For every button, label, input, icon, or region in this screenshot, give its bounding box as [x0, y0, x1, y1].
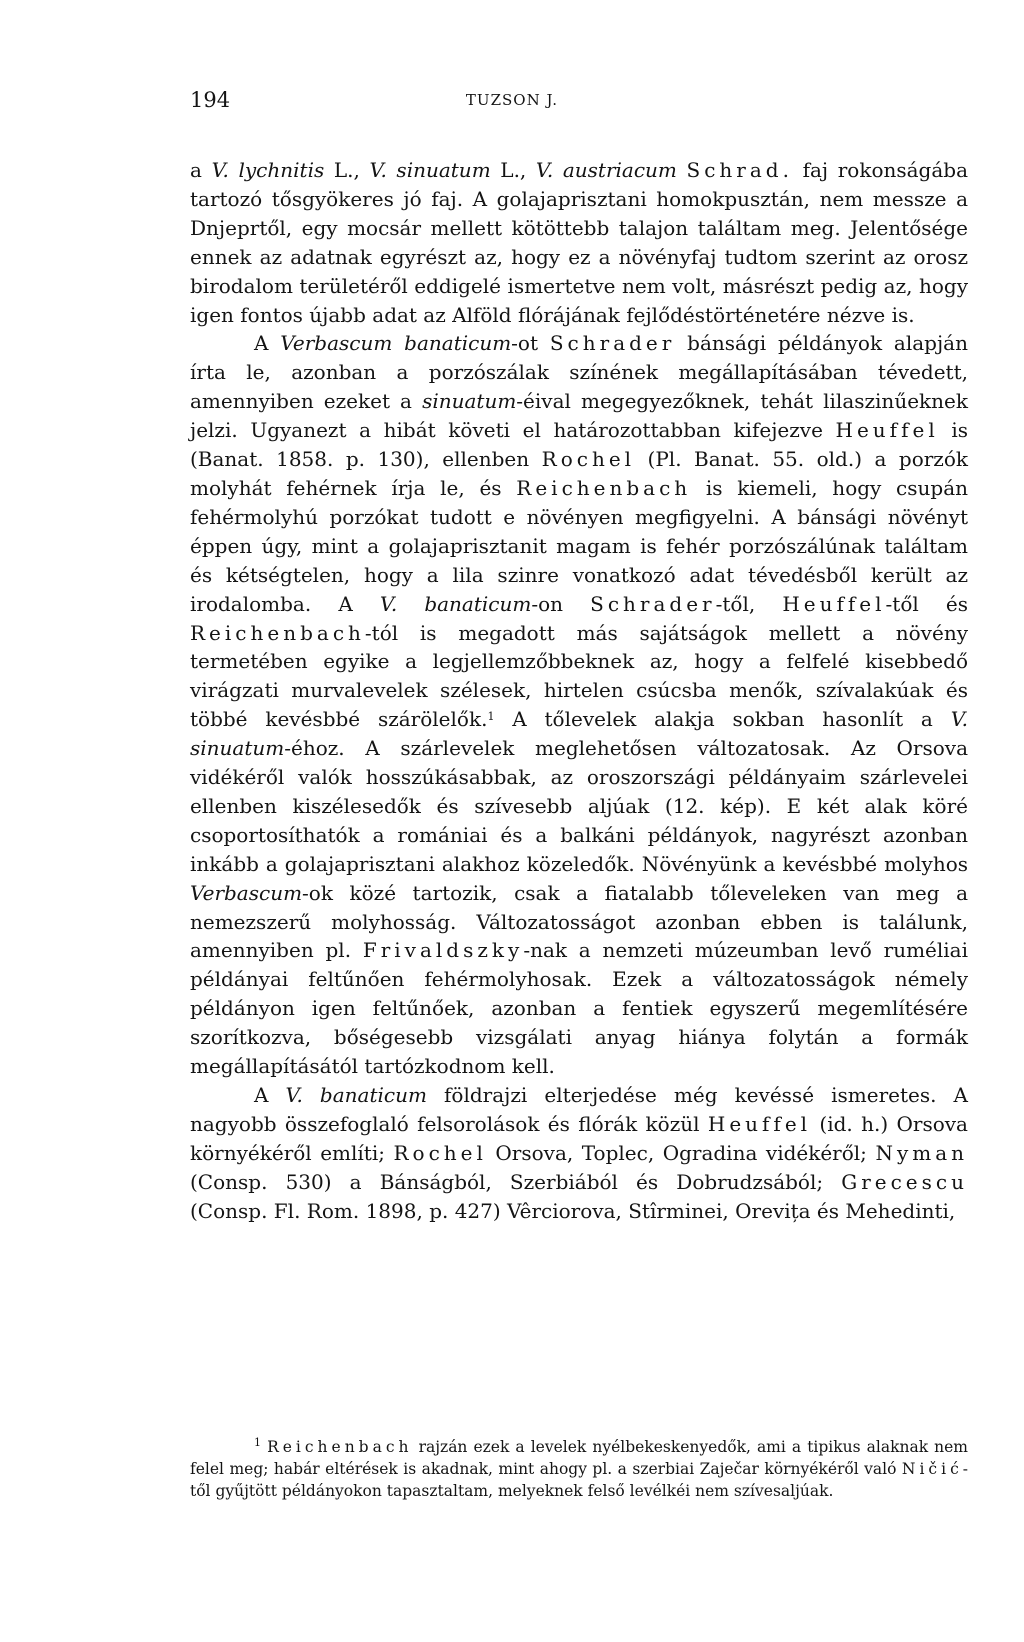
italic-text: V. sinuatum [190, 707, 968, 761]
page-number: 194 [190, 88, 231, 112]
spaced-name: Heuffel [707, 1111, 812, 1136]
footnotes [190, 1436, 968, 1502]
text-run: -től, [715, 591, 783, 616]
spaced-name: Schrader [549, 331, 676, 356]
text-run: -on [531, 591, 591, 616]
italic-text: V. lychnitis [211, 158, 325, 182]
text-run: (Consp. 530) a Bánságból, Szerbiából és Dobrudzsából; [190, 1169, 842, 1194]
text-run: bánsági példányok alapján írta le, azonban a porzószálak színének megállapításában tévedett, amennyiben ezeket a [190, 331, 968, 414]
italic-text: V. sinuatum [369, 158, 491, 182]
page-header [0, 88, 1024, 116]
spaced-name: Heuffel [782, 591, 886, 616]
spaced-name: Heuffel [835, 418, 939, 443]
spaced-name: Rochel [541, 447, 636, 472]
italic-text: sinuatum [422, 389, 517, 414]
paragraph [190, 329, 968, 1081]
text-run: A [254, 331, 281, 356]
body-text [190, 156, 968, 1226]
text-run: -ot [511, 331, 550, 356]
text-run: -tól is megadott más sajátságok mellett a növény termetében egyike a legjellemzőbbeknek az, hogy a felfelé kisebbedő virágzati murvalevelek szélesek, hirtelen csúcsba menők, szívalakúak és többé kevésbbé szárölelők. [190, 620, 968, 732]
spaced-name: Reichenbach [516, 475, 692, 500]
spaced-name: Schrader [590, 591, 716, 616]
footnote-marker: 1 [254, 1436, 261, 1449]
spaced-name: Rochel [393, 1140, 487, 1165]
text-run: faj rokonságába tartozó tősgyökeres jó faj. A golajaprisztani homokpusztán, nem messze a Dnjeprtől, egy mocsár mellett kötöttebb talajon találtam meg. Jelentősége ennek az adatnak egyrészt az, hogy ez a növényfaj tudtom szerint az orosz birodalom területéről eddigelé ismertetve nem volt, másrészt pedig az, hogy igen fontos újabb adat az Alföld flórájának fejlődéstörténetére nézve is. [190, 158, 969, 327]
italic-text: V. banaticum [285, 1083, 427, 1107]
text-run: is (Banat. 1858. p. 130), ellenben [190, 418, 968, 472]
text-run: A tőlevelek alakja sokban hasonlít a [494, 707, 951, 732]
text-run: L., [324, 158, 370, 182]
italic-text: Verbascum [190, 880, 303, 905]
italic-text: V. banaticum [379, 591, 532, 616]
text-run: rajzán ezek a levelek nyélbekeskenyedők, ami a tipikus alaknak nem felel meg; habár eltérések is akadnak, mint ahogy pl. a szerbiai Zaječar környékéről való [190, 1438, 968, 1478]
text-run: -éhoz. A szárlevelek meglehetősen változatosak. Az Orsova vidékéről valók hosszúkásabbak, az oroszországi példányaim szárlevelei ellenben kiszélesedők és szívesebb aljúak (12. kép). E két alak köré csoportosíthatók a romániai és a balkáni példányok, nagyrészt azonban inkább a golajaprisztani alakhoz közeledők. Növényünk a kevésbbé molyhos [190, 736, 968, 876]
footnote-marker: 1 [487, 710, 495, 724]
text-run: -éival megegyezőknek, tehát lilaszinűeknek jelzi. Ugyanezt a hibát követi el határozottabban kifejezve [190, 389, 968, 443]
text-run: -től és [885, 591, 968, 616]
footnote [190, 1436, 968, 1502]
spaced-name: Reichenbach [190, 620, 365, 645]
italic-text: V. austriacum [535, 158, 677, 182]
text-run: A [254, 1083, 286, 1107]
spaced-name: Schrad. [686, 158, 793, 182]
spaced-name: Nyman [875, 1140, 969, 1165]
paragraph [190, 156, 968, 329]
paragraph [190, 1081, 968, 1226]
text-run: -nak a nemzeti múzeumban levő ruméliai példányai feltűnően fehérmolyhosak. Ezek a változatosságok némely példányon igen feltűnőek, azonban a fentiek egyszerű megemlítésére szorítkozva, bőségesebb vizsgálati anyag hiánya folytán a formák megállapításától tartózkodnom kell. [190, 938, 968, 1079]
spaced-name: Ničić [901, 1460, 963, 1478]
text-run: (id. h.) Orsova környékéről említi; [190, 1111, 968, 1165]
text-run: (Consp. Fl. Rom. 1898, p. 427) Vêrciorova, Stîrminei, Orevița és Mehedinti, [190, 1198, 956, 1223]
text-run: L., [490, 158, 536, 182]
running-head: TUZSON J. [465, 91, 559, 109]
spaced-name: Grecescu [841, 1169, 968, 1194]
text-run: Orsova, Toplec, Ogradina vidékéről; [486, 1140, 876, 1165]
text-run: földrajzi elterjedése még kevéssé ismeretes. A nagyobb összefoglaló felsorolások és flórák közül [190, 1083, 968, 1136]
text-run [677, 158, 687, 182]
spaced-name: Frivaldszky [362, 938, 524, 963]
text-run: a [190, 158, 212, 182]
spaced-name: Reichenbach [267, 1438, 413, 1456]
text-run: (Pl. Banat. 55. old.) a porzók molyhát fehérnek írja le, és [190, 447, 968, 500]
italic-text: Verbascum banaticum [280, 331, 512, 356]
text-run: is kiemeli, hogy csupán fehérmolyhú porzókat tudott e növényen megfigyelni. A bánsági növényt éppen úgy, mint a golajaprisztanit magam is fehér porzószálúnak találtam és kétségtelen, hogy a lila szinre vonatkozó adat tévedésből került az irodalomba. A [190, 475, 969, 616]
text-run: -től gyűjtött példányokon tapasztaltam, melyeknek felső levélkéi nem szívesaljúak. [190, 1460, 968, 1500]
text-run: -ok közé tartozik, csak a fiatalabb tőleveleken van meg a nemezszerű molyhosság. Változatosságot azonban ebben is találunk, amennyiben pl. [190, 880, 968, 963]
